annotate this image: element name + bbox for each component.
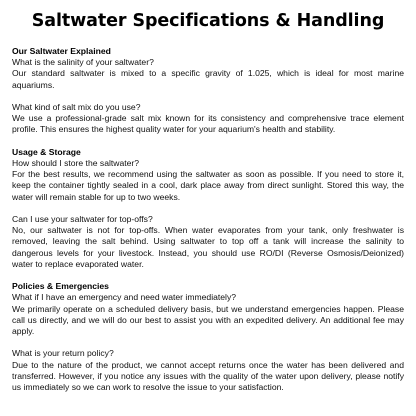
faq-question: How should I store the saltwater? [12, 158, 140, 168]
section-heading: Usage & Storage [12, 146, 81, 157]
faq-item-salinity [12, 57, 404, 91]
faq-answer: We use a professional-grade salt mix known for its consistency and comprehensive trace element profile. This ensures the highest quality water for your aquarium's health and stability. [12, 113, 404, 135]
faq-answer: Our standard saltwater is mixed to a specific gravity of 1.025, which is ideal for most marine aquariums. [12, 68, 404, 90]
section-heading: Our Saltwater Explained [12, 46, 111, 56]
faq-answer: Due to the nature of the product, we cannot accept returns once the water has been delivered and transferred. However, if you notice any issues with the quality of the water upon delivery, please notify us immediately so we can work to resolve the issue to your satisfaction. [12, 359, 404, 393]
faq-item-top-offs [12, 214, 404, 270]
faq-item-emergency [12, 292, 404, 337]
faq-answer: For the best results, we recommend using the saltwater as soon as possible. If you need to store it, keep the container tightly sealed in a cool, dark place away from direct sunlight. Stored this way, the water will remain stable for up to two weeks. [12, 169, 404, 202]
faq-item-storage [12, 158, 404, 203]
faq-question: What kind of salt mix do you use? [12, 102, 141, 112]
faq-question: What if I have an emergency and need water immediately? [12, 292, 237, 303]
faq-answer: No, our saltwater is not for top-offs. When water evaporates from your tank, only freshwater is removed, leaving the salt behind. Using saltwater to top off a tank will increase the salinity to dangerous levels for your livestock. Instead, you should use RO/DI (Reverse Osmosis/Deionized) water to replace evaporated water. [12, 225, 404, 269]
section-policies-emergencies [12, 281, 404, 393]
faq-item-salt-mix [12, 102, 404, 136]
faq-question: Can I use your saltwater for top-offs? [12, 214, 153, 224]
faq-question: What is the salinity of your saltwater? [12, 57, 154, 68]
faq-item-returns [12, 348, 404, 393]
faq-question: What is your return policy? [12, 348, 114, 359]
section-usage-storage [12, 147, 404, 270]
faq-answer: We primarily operate on a scheduled delivery basis, but we understand emergencies happen. Please call us directly, and we will do our best to assist you with an expedited delivery. An additional fee may apply. [12, 303, 404, 337]
page-title: Saltwater Specifications & Handling [31, 11, 385, 31]
section-heading: Policies & Emergencies [12, 281, 109, 292]
section-saltwater-explained [12, 46, 404, 136]
